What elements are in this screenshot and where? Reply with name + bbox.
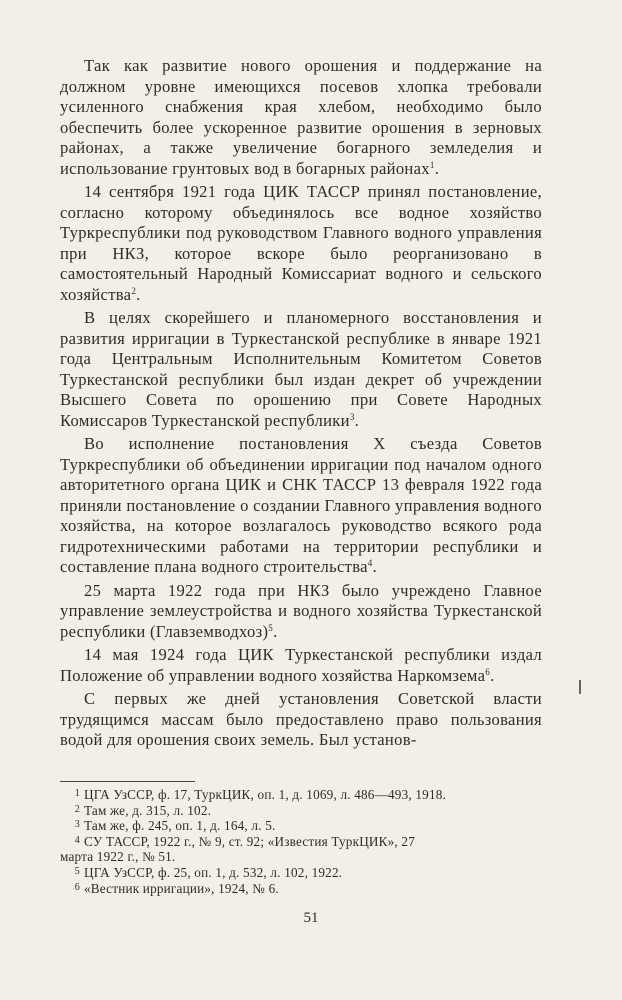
footnote: 3 Там же, ф. 245, оп. 1, д. 164, л. 5. (74, 818, 276, 834)
paragraph: Так как развитие нового орошения и поддержание на должном уровне имеющихся посевов хлопка требовали усиленного снабжения края хлебом, необходимо было обеспечить более ускоренное развитие орошения в зерновых районах, а также увеличение богарного земледелия и использование грунтовых вод в богарных районах$^1$. (60, 56, 542, 178)
footnote-divider (60, 781, 195, 782)
footnote: 2 Там же, д. 315, л. 102. (74, 802, 212, 818)
paragraph: 14 мая 1924 года ЦИК Туркестанской республики издал Положение об управлении водного хозяйства Наркомзема$^6$. (60, 645, 542, 685)
footnotes (60, 787, 548, 896)
paragraph: 25 марта 1922 года при НКЗ было учреждено Главное управление землеустройства и водного хозяйства Туркестанской республики (Главземводхоз)$^5$. (60, 580, 542, 641)
paragraph: Во исполнение постановления X съезда Советов Туркреспублики об объединении ирригации под началом одного авторитетного органа ЦИК и СНК ТАССР 13 февраля 1922 года приняли постановление о создании Главного управления водного хозяйства, на которое возлагалось руководство всякого рода гидротехническими работами на территории республики и составление плана водного строительства$^4$. (60, 434, 542, 576)
footnote-ref: 1 (429, 159, 435, 170)
footnote-ref: 5 (268, 622, 274, 633)
main-text (60, 56, 542, 751)
footnote-continuation: марта 1922 г., № 51. (60, 849, 176, 865)
footnote: 6 «Вестник ирригации», 1924, № 6. (74, 880, 279, 896)
paragraph: С первых же дней установления Советской власти трудящимся массам было предоставлено право пользования водой для орошения своих земель. Был установ- (60, 689, 542, 749)
footnote-ref: 3 (349, 411, 355, 422)
footnote-ref: 2 (131, 285, 137, 296)
footnote: 1 ЦГА УзССР, ф. 17, ТуркЦИК, оп. 1, д. 1069, л. 486—493, 1918. (74, 787, 447, 802)
paragraph: 14 сентября 1921 года ЦИК ТАССР принял постановление, согласно которому объединялось все водное хозяйство Туркреспублики под руководством Главного водного управления при НКЗ, которое вскоре было реорганизовано в самостоятельный Народный Комиссариат водного и сельского хозяйства$^2$. (60, 182, 542, 304)
page-number: 51 (303, 910, 319, 926)
margin-mark (579, 680, 581, 694)
footnote: 5 ЦГА УзССР, ф. 25, оп. 1, д. 532, л. 102, 1922. (74, 864, 343, 880)
footnote: 4 СУ ТАССР, 1922 г., № 9, ст. 92; «Известия ТуркЦИК», 27 марта 1922 г., № 51. (60, 834, 548, 865)
paragraph: В целях скорейшего и планомерного восстановления и развития ирригации в Туркестанской республике в январе 1921 года Центральным Исполнительным Комитетом Советов Туркестанской республики был издан декрет об учреждении Высшего Совета по орошению при Совете Народных Комиссаров Туркестанской республики$^3$. (60, 308, 542, 430)
footnote-ref: 4 (367, 558, 373, 568)
footnote-ref: 6 (485, 666, 491, 677)
